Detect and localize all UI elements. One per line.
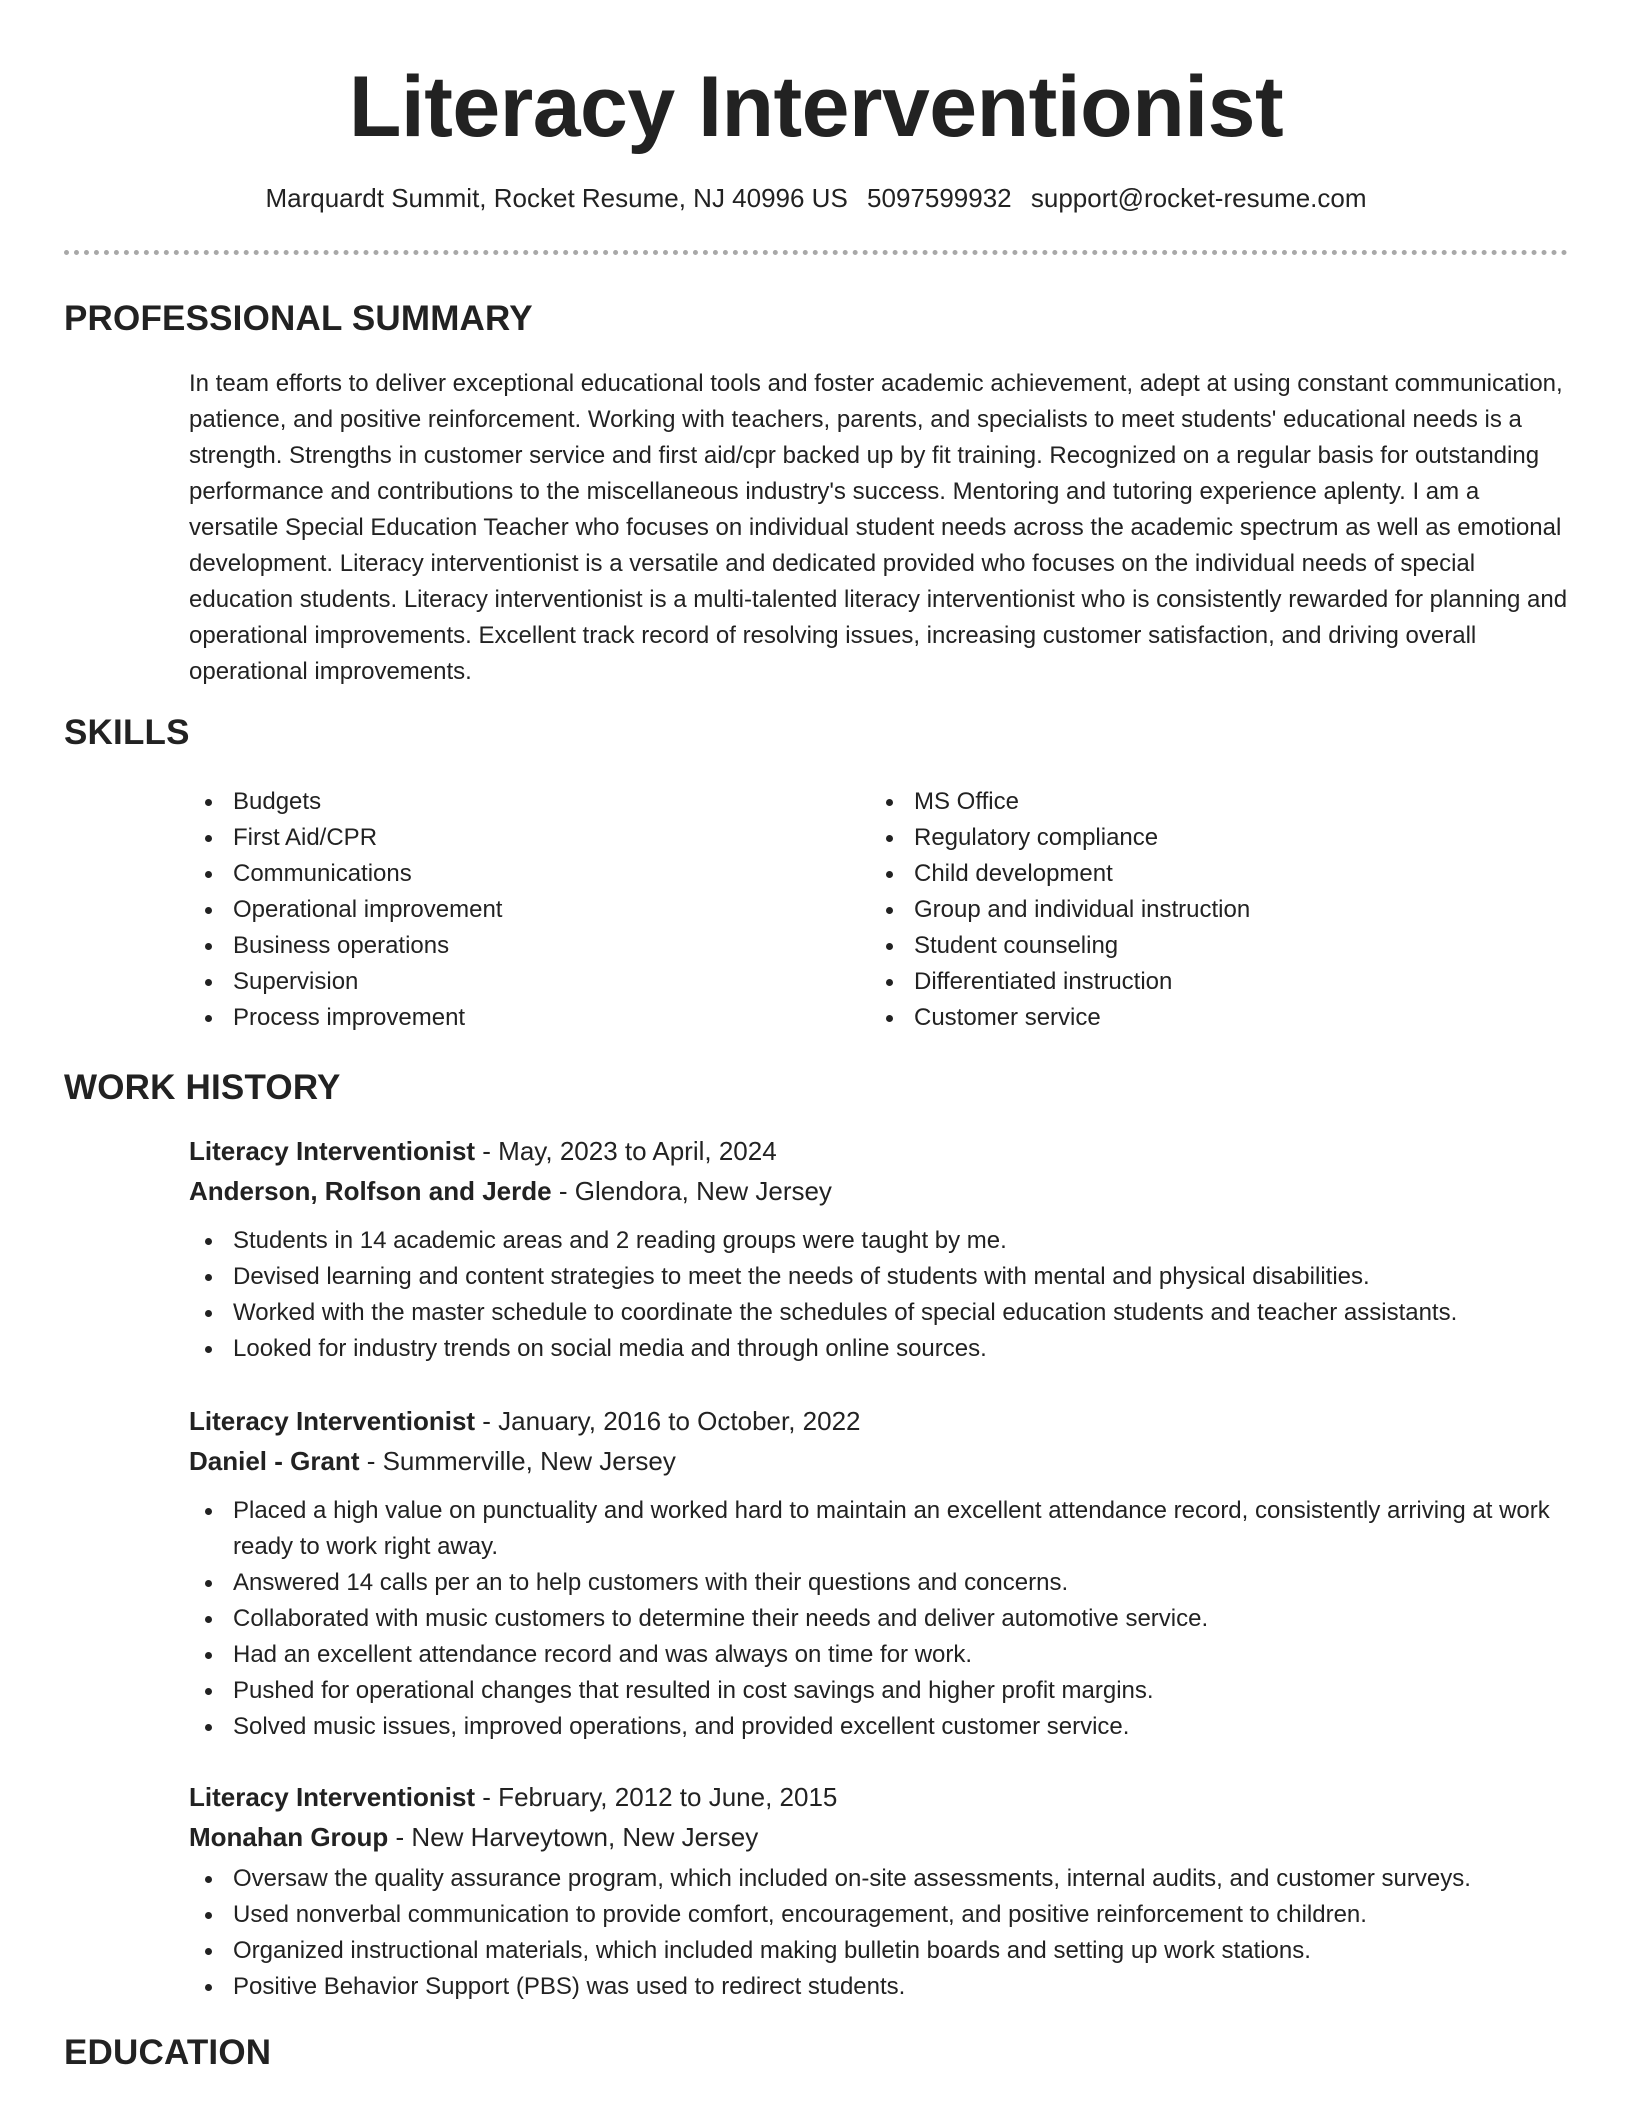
job-title-line: [189, 1777, 1569, 1817]
skill-item: MS Office: [870, 784, 1250, 820]
job-company-line: [189, 1171, 1569, 1211]
section-title-work-history: WORK HISTORY: [64, 1068, 341, 1107]
job-bullet: Used nonverbal communication to provide comfort, encouragement, and positive reinforcement to children.: [189, 1897, 1569, 1933]
skill-item: Regulatory compliance: [870, 820, 1250, 856]
contact-email: support@rocket-resume.com: [1030, 183, 1367, 213]
job-company: Anderson, Rolfson and Jerde: [189, 1176, 552, 1206]
job-title-line: [189, 1401, 1569, 1441]
job-location: - Summerville, New Jersey: [359, 1446, 676, 1476]
job-bullet: Answered 14 calls per an to help customers with their questions and concerns.: [189, 1565, 1569, 1601]
job-company-line: [189, 1441, 1569, 1481]
job-bullet: Placed a high value on punctuality and worked hard to maintain an excellent attendance record, consistently arriving at work ready to work right away.: [189, 1493, 1569, 1565]
skill-item: First Aid/CPR: [189, 820, 502, 856]
job-dates: - January, 2016 to October, 2022: [475, 1406, 861, 1436]
job-entry: [189, 1777, 1569, 2005]
skills-list-right: [870, 784, 1250, 1036]
skill-item: Business operations: [189, 928, 502, 964]
job-bullet: Devised learning and content strategies to meet the needs of students with mental and physical disabilities.: [189, 1259, 1569, 1295]
skill-item: Customer service: [870, 1000, 1250, 1036]
header-divider: [64, 250, 1568, 255]
job-bullets: [189, 1223, 1569, 1367]
job-entry: [189, 1401, 1569, 1745]
job-company: Monahan Group: [189, 1822, 389, 1852]
job-bullet: Looked for industry trends on social media and through online sources.: [189, 1331, 1569, 1367]
section-title-education: EDUCATION: [64, 2033, 272, 2072]
job-bullet: Had an excellent attendance record and was always on time for work.: [189, 1637, 1569, 1673]
skills-list-left: [189, 784, 502, 1036]
job-company: Daniel - Grant: [189, 1446, 360, 1476]
skill-item: Differentiated instruction: [870, 964, 1250, 1000]
skill-item: Child development: [870, 856, 1250, 892]
candidate-name: Literacy Interventionist: [348, 59, 1284, 155]
job-title: Literacy Interventionist: [189, 1136, 476, 1166]
job-title: Literacy Interventionist: [189, 1406, 476, 1436]
job-bullet: Oversaw the quality assurance program, which included on-site assessments, internal audits, and customer surveys.: [189, 1861, 1569, 1897]
job-location: - New Harveytown, New Jersey: [388, 1822, 759, 1852]
skill-item: Operational improvement: [189, 892, 502, 928]
job-bullet: Collaborated with music customers to determine their needs and deliver automotive service.: [189, 1601, 1569, 1637]
job-bullet: Pushed for operational changes that resulted in cost savings and higher profit margins.: [189, 1673, 1569, 1709]
section-title-summary: PROFESSIONAL SUMMARY: [64, 299, 533, 338]
section-title-skills: SKILLS: [64, 713, 190, 752]
job-company-line: [189, 1817, 1569, 1857]
job-dates: - February, 2012 to June, 2015: [475, 1782, 838, 1812]
contact-phone: 5097599932: [867, 183, 1012, 213]
professional-summary-text: In team efforts to deliver exceptional educational tools and foster academic achievement, adept at using constant communication, patience, and positive reinforcement. Working with teachers, parents, and specialists to meet students' educational needs is a strength. Strengths in customer service and first aid/cpr backed up by fit training. Recognized on a regular basis for outstanding performance and contributions to the miscellaneous industry's success. Mentoring and tutoring experience aplenty. I am a versatile Special Education Teacher who focuses on individual student needs across the academic spectrum as well as emotional development. Literacy interventionist is a versatile and dedicated provided who focuses on the individual needs of special education students. Literacy interventionist is a multi-talented literacy interventionist who is consistently rewarded for planning and operational improvements. Excellent track record of resolving issues, increasing customer satisfaction, and driving overall operational improvements.: [189, 370, 1568, 685]
skill-item: Communications: [189, 856, 502, 892]
job-bullet: Organized instructional materials, which included making bulletin boards and setting up work stations.: [189, 1933, 1569, 1969]
job-location: - Glendora, New Jersey: [551, 1176, 832, 1206]
contact-address: Marquardt Summit, Rocket Resume, NJ 40996 US: [265, 183, 848, 213]
job-bullets: [189, 1493, 1569, 1745]
job-bullet: Worked with the master schedule to coordinate the schedules of special education students and teacher assistants.: [189, 1295, 1569, 1331]
job-title-line: [189, 1131, 1569, 1171]
job-bullet: Students in 14 academic areas and 2 reading groups were taught by me.: [189, 1223, 1569, 1259]
job-entry: [189, 1131, 1569, 1367]
job-bullet: Positive Behavior Support (PBS) was used to redirect students.: [189, 1969, 1569, 2005]
skill-item: Group and individual instruction: [870, 892, 1250, 928]
job-dates: - May, 2023 to April, 2024: [475, 1136, 777, 1166]
job-bullets: [189, 1861, 1569, 2005]
skill-item: Process improvement: [189, 1000, 502, 1036]
skill-item: Student counseling: [870, 928, 1250, 964]
job-bullet: Solved music issues, improved operations, and provided excellent customer service.: [189, 1709, 1569, 1745]
contact-line: [64, 180, 1568, 216]
job-title: Literacy Interventionist: [189, 1782, 476, 1812]
skill-item: Supervision: [189, 964, 502, 1000]
skill-item: Budgets: [189, 784, 502, 820]
